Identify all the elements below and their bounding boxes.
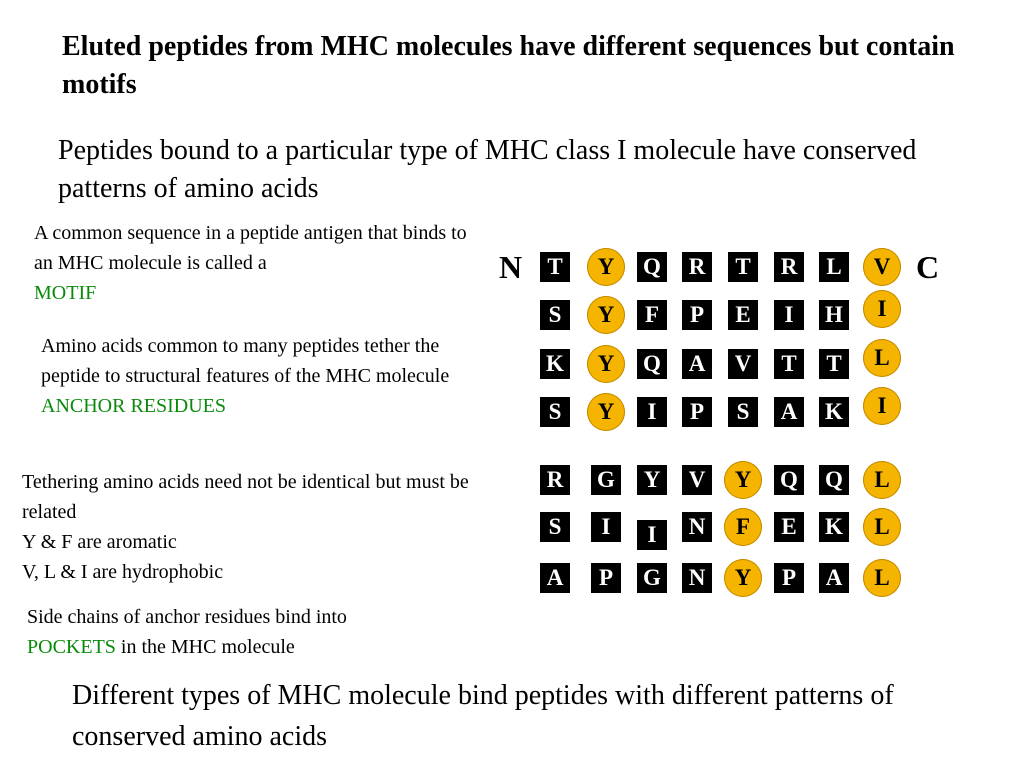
tether-line-1: Tethering amino acids need not be identical but must be related [22, 471, 469, 523]
tether-line-3: V, L & I are hydrophobic [22, 561, 224, 583]
residue: S [540, 512, 570, 542]
residue: F [637, 300, 667, 330]
residue: P [682, 300, 712, 330]
residue: P [682, 397, 712, 427]
residue: T [540, 252, 570, 282]
tether-line-2: Y & F are aromatic [22, 531, 177, 553]
residue: A [540, 563, 570, 593]
anchor-residue: Y [724, 559, 762, 597]
anchor-residue: F [724, 508, 762, 546]
tether-note [22, 467, 522, 587]
motif-term: MOTIF [34, 282, 97, 304]
residue: K [819, 512, 849, 542]
c-terminus-label: C [916, 249, 940, 285]
pocket-note [27, 602, 487, 662]
slide-subtitle: Peptides bound to a particular type of MHC class I molecule have conserved patterns of amino acids [58, 135, 917, 204]
residue: I [591, 512, 621, 542]
residue: R [682, 252, 712, 282]
residue: A [819, 563, 849, 593]
residue: L [819, 252, 849, 282]
residue: Y [637, 465, 667, 495]
residue: T [728, 252, 758, 282]
motif-note [34, 218, 474, 308]
anchor-residue: L [863, 339, 901, 377]
anchor-residue: L [863, 461, 901, 499]
residue: Q [637, 349, 667, 379]
residue: K [540, 349, 570, 379]
residue: R [774, 252, 804, 282]
residue: A [682, 349, 712, 379]
bottom-statement: Different types of MHC molecule bind peptides with different patterns of conserved amino acids [72, 680, 894, 752]
residue: R [540, 465, 570, 495]
residue: E [774, 512, 804, 542]
residue: Q [637, 252, 667, 282]
residue: S [728, 397, 758, 427]
residue: N [682, 563, 712, 593]
anchor-residue: Y [587, 393, 625, 431]
anchor-residue: Y [587, 345, 625, 383]
residue: H [819, 300, 849, 330]
anchor-residue: L [863, 559, 901, 597]
anchor-residue: Y [724, 461, 762, 499]
anchor-residue: Y [587, 296, 625, 334]
n-terminus-label: N [499, 249, 523, 285]
residue: V [682, 465, 712, 495]
residue: I [637, 397, 667, 427]
residue: S [540, 397, 570, 427]
residue: V [728, 349, 758, 379]
anchor-residue: Y [587, 248, 625, 286]
residue: Q [819, 465, 849, 495]
motif-text: A common sequence in a peptide antigen that binds to an MHC molecule is called a [34, 222, 467, 274]
residue: K [819, 397, 849, 427]
slide-title: Eluted peptides from MHC molecules have different sequences but contain motifs [62, 31, 955, 100]
residue: P [774, 563, 804, 593]
pocket-tail: in the MHC molecule [120, 636, 295, 658]
residue: I [774, 300, 804, 330]
residue: N [682, 512, 712, 542]
anchor-text: Amino acids common to many peptides tether the peptide to structural features of the MHC molecule [41, 335, 450, 387]
anchor-residue: I [863, 387, 901, 425]
residue: P [591, 563, 621, 593]
residue: A [774, 397, 804, 427]
anchor-term: ANCHOR RESIDUES [41, 395, 227, 417]
anchor-note [41, 331, 481, 421]
residue: S [540, 300, 570, 330]
residue: Q [774, 465, 804, 495]
anchor-residue: I [863, 290, 901, 328]
anchor-residue: L [863, 508, 901, 546]
residue: G [591, 465, 621, 495]
pocket-term: POCKETS [27, 636, 116, 658]
residue: T [819, 349, 849, 379]
residue: I [637, 520, 667, 550]
pocket-text: Side chains of anchor residues bind into [27, 606, 347, 628]
residue: G [637, 563, 667, 593]
anchor-residue: V [863, 248, 901, 286]
residue: T [774, 349, 804, 379]
residue: E [728, 300, 758, 330]
